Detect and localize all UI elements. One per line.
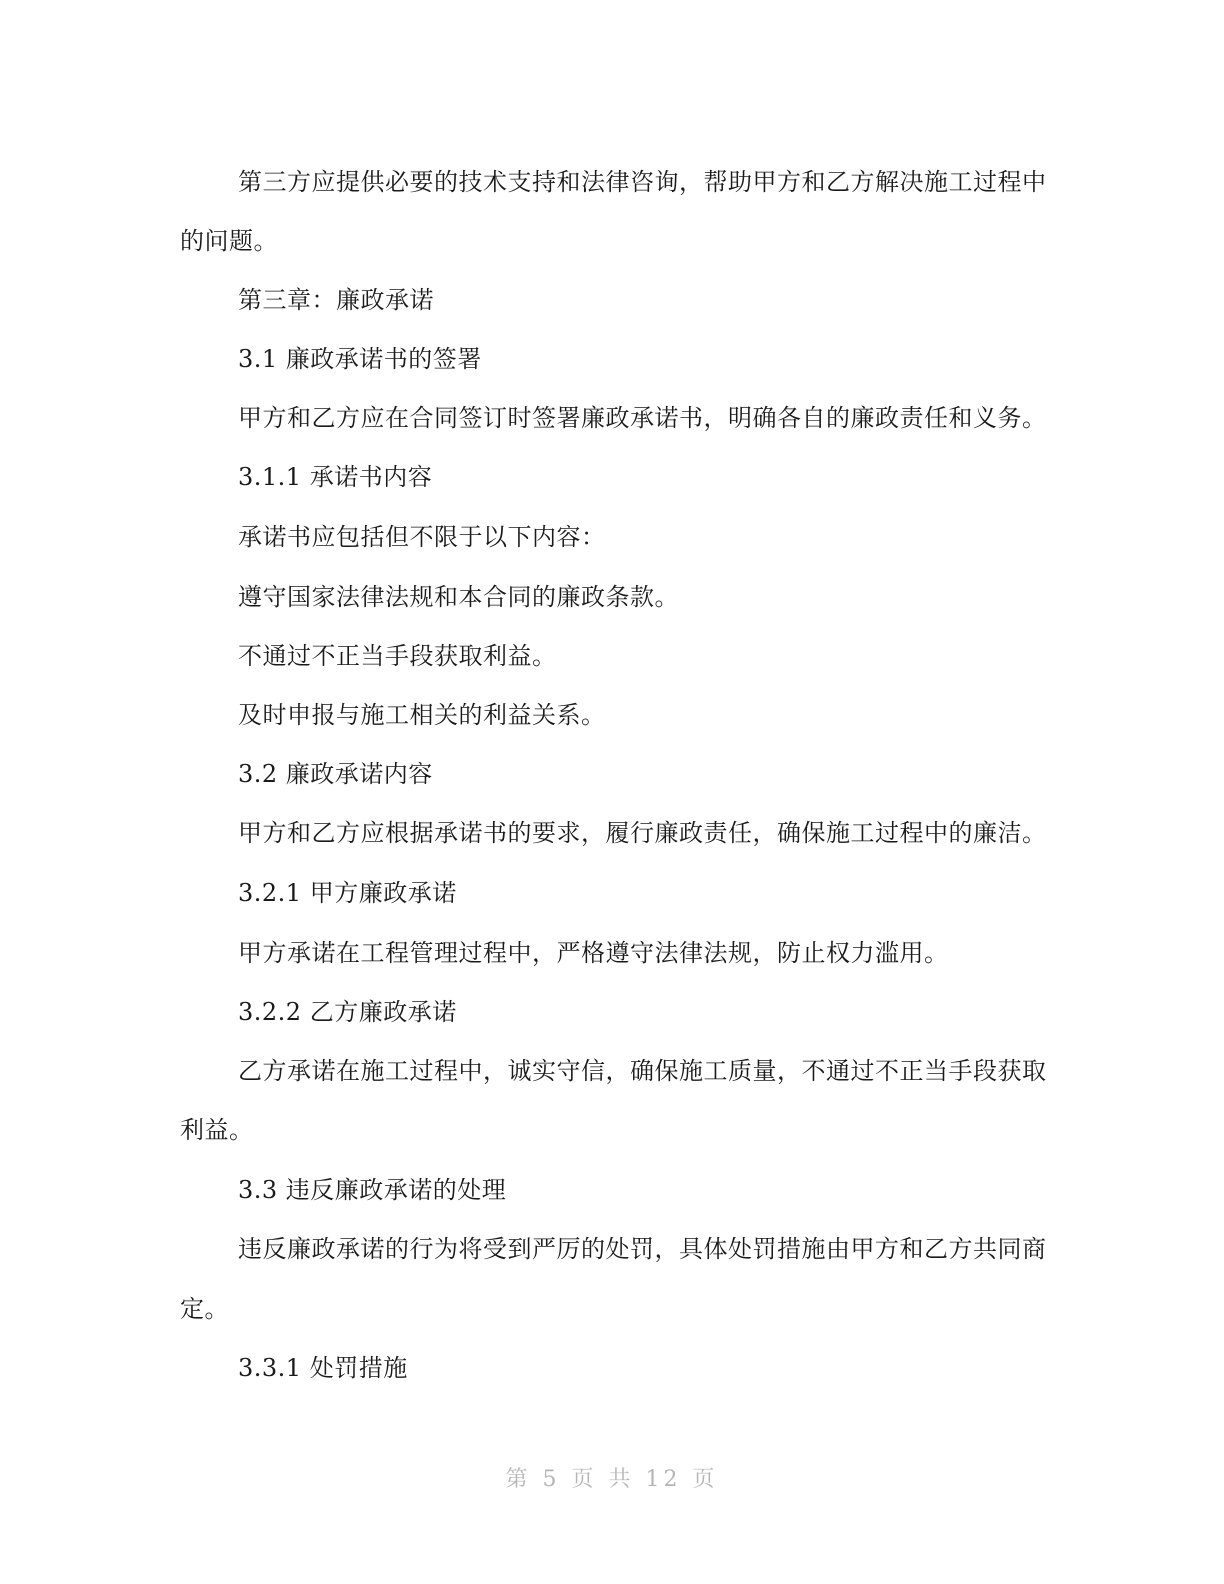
list-item: 遵守国家法律法规和本合同的廉政条款。 <box>238 583 679 611</box>
paragraph-line: 承诺书应包括但不限于以下内容： <box>238 523 606 551</box>
paragraph-line: 违反廉政承诺的行为将受到严厉的处罚，具体处罚措施由甲方和乙方共同商 <box>238 1235 1047 1263</box>
subsection-heading: 3.2.1 甲方廉政承诺 <box>238 879 457 907</box>
subsection-heading: 3.3.1 处罚措施 <box>238 1354 408 1382</box>
paragraph-line: 甲方承诺在工程管理过程中，严格遵守法律法规，防止权力滥用。 <box>238 939 949 967</box>
paragraph-line: 第三方应提供必要的技术支持和法律咨询，帮助甲方和乙方解决施工过程中 <box>238 168 1047 196</box>
section-heading: 3.3 违反廉政承诺的处理 <box>238 1176 507 1204</box>
section-heading: 3.1 廉政承诺书的签署 <box>238 345 482 373</box>
paragraph-line: 定。 <box>180 1295 229 1323</box>
paragraph-line: 甲方和乙方应根据承诺书的要求，履行廉政责任，确保施工过程中的廉洁。 <box>238 819 1047 847</box>
page-number-footer: 第 5 页 共 12 页 <box>505 1467 719 1492</box>
subsection-heading: 3.1.1 承诺书内容 <box>238 463 433 491</box>
paragraph-line: 甲方和乙方应在合同签订时签署廉政承诺书，明确各自的廉政责任和义务。 <box>238 404 1047 432</box>
paragraph-line: 乙方承诺在施工过程中，诚实守信，确保施工质量，不通过不正当手段获取 <box>238 1057 1047 1085</box>
list-item: 不通过不正当手段获取利益。 <box>238 642 557 670</box>
list-item: 及时申报与施工相关的利益关系。 <box>238 701 606 729</box>
paragraph-line: 利益。 <box>180 1116 254 1144</box>
subsection-heading: 3.2.2 乙方廉政承诺 <box>238 998 457 1026</box>
paragraph-line: 的问题。 <box>180 227 278 255</box>
section-heading: 3.2 廉政承诺内容 <box>238 760 433 788</box>
chapter-heading: 第三章：廉政承诺 <box>238 286 434 314</box>
